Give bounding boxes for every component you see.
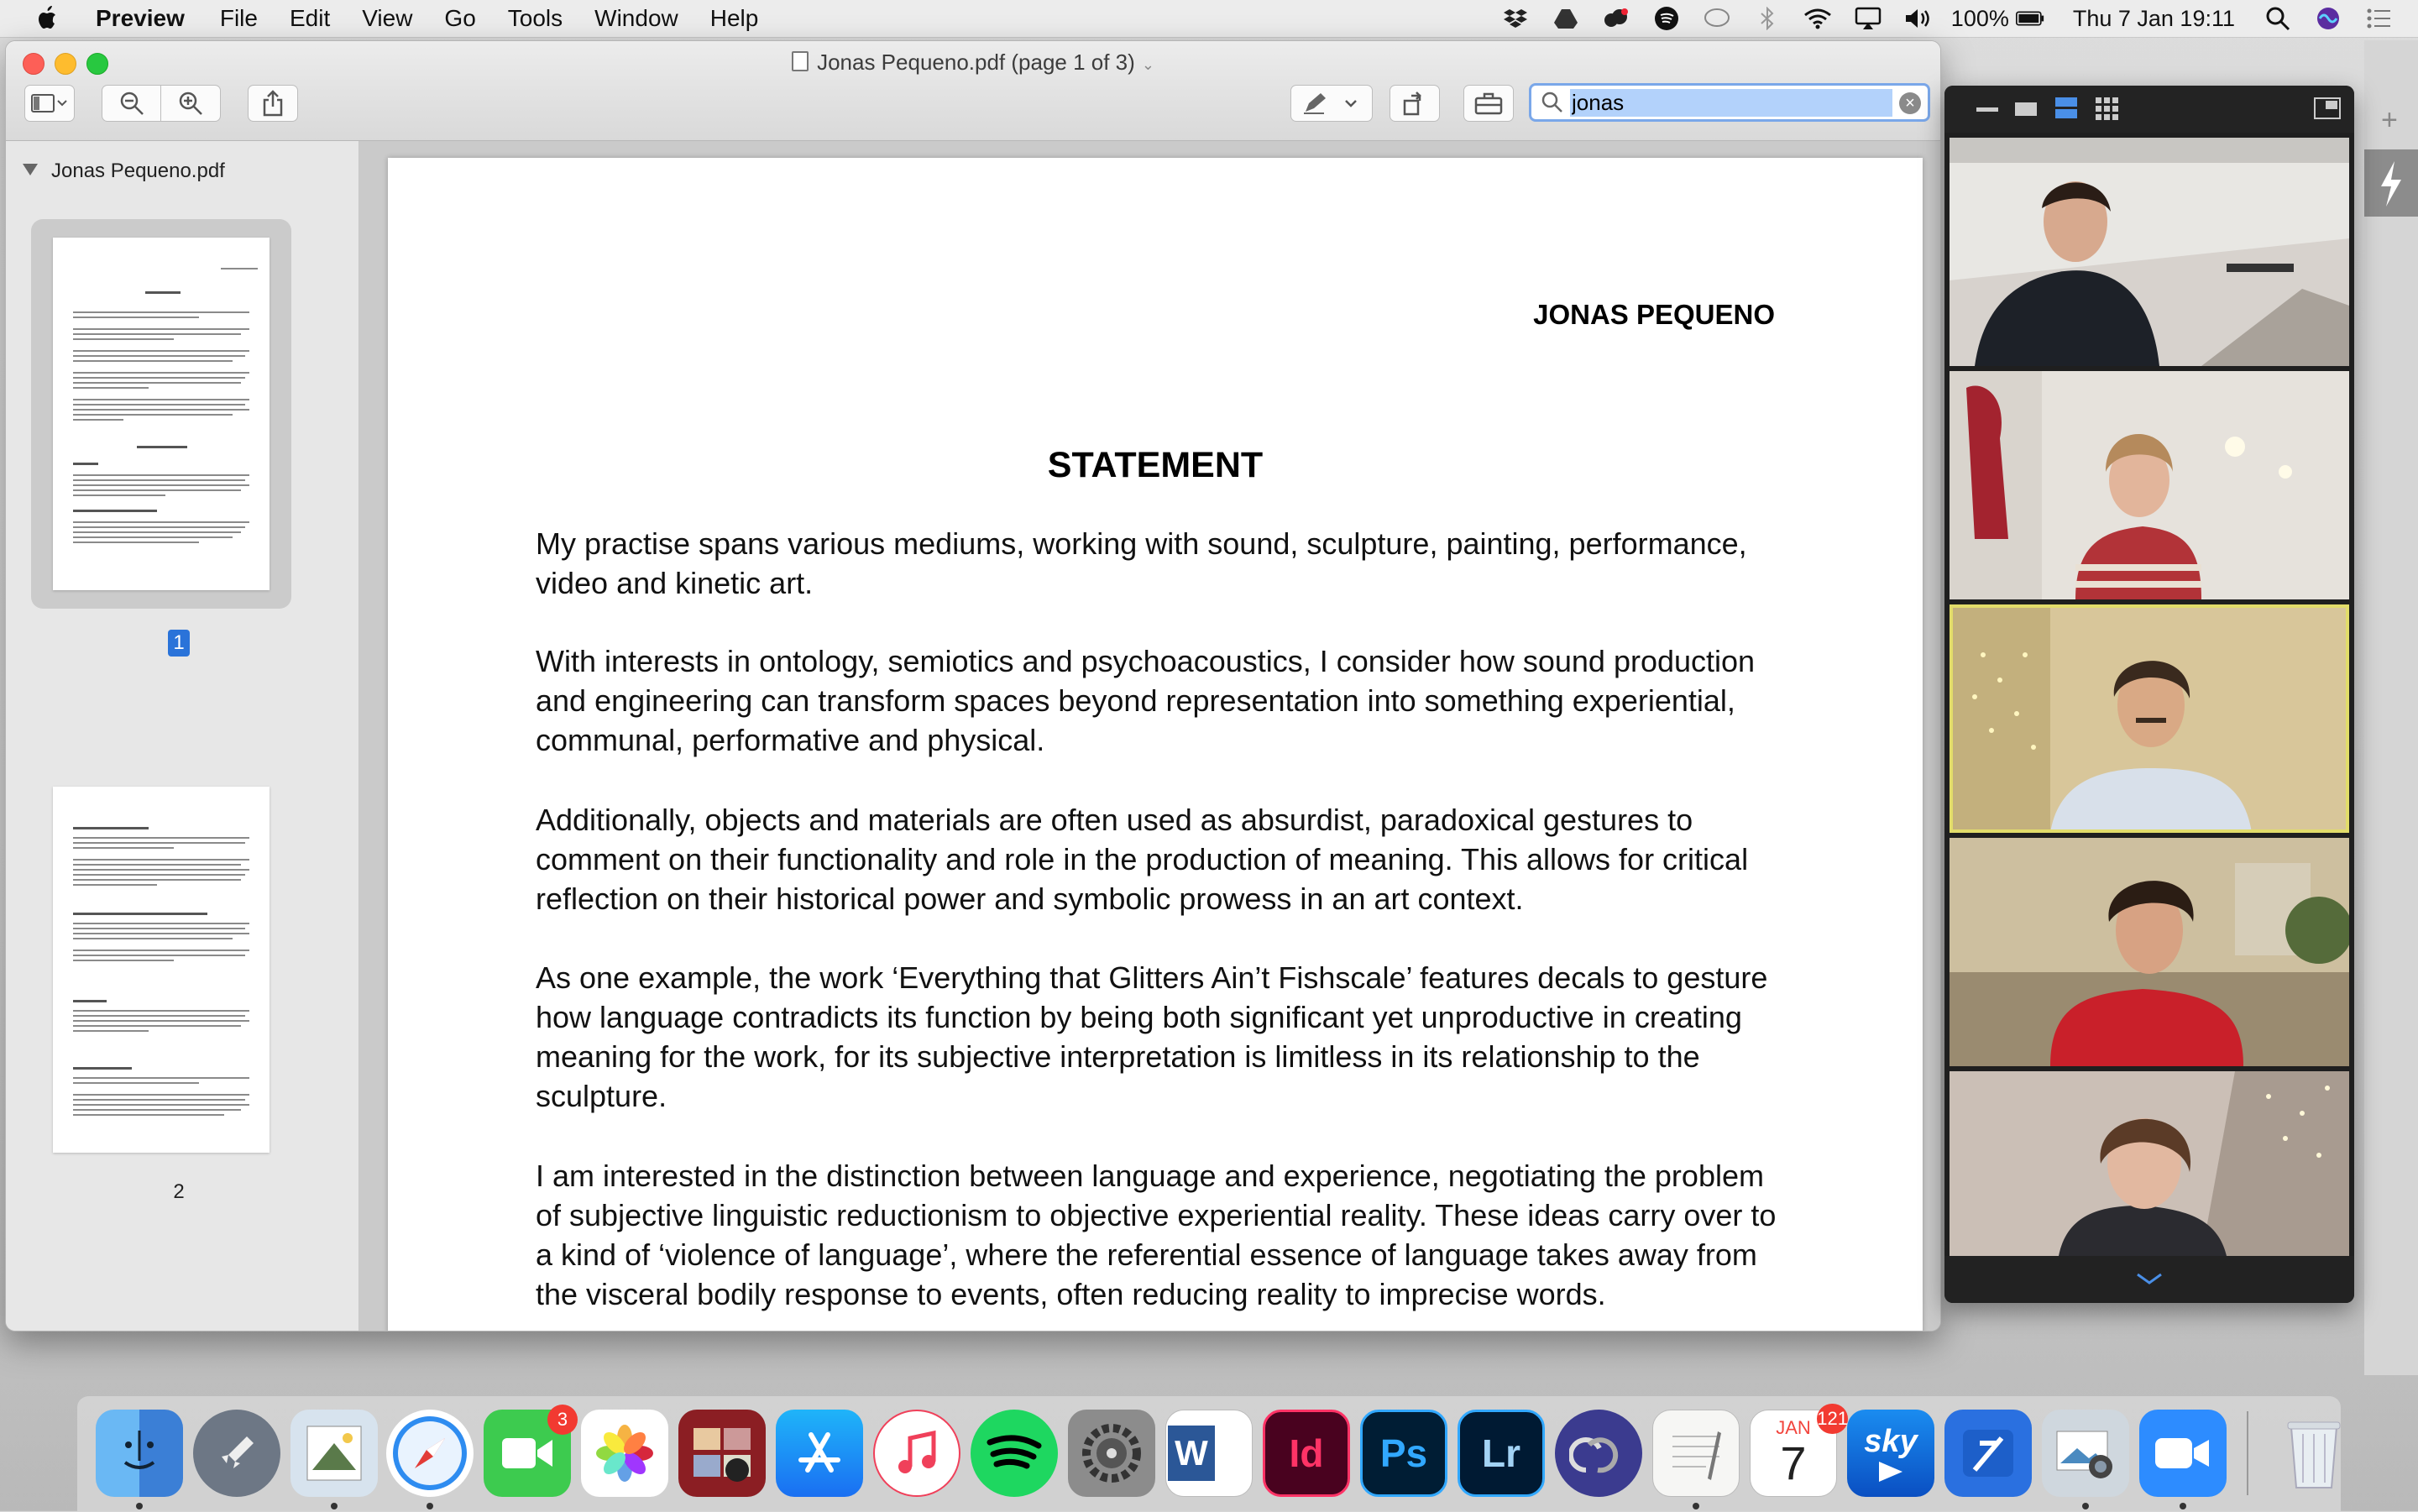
video-tile-participant[interactable] (1950, 371, 2349, 599)
add-tab-icon[interactable]: + (2381, 104, 2398, 136)
creative-cloud-app-icon[interactable] (1555, 1410, 1642, 1497)
running-indicator (427, 1503, 433, 1509)
finder-icon[interactable] (96, 1410, 183, 1497)
zoom-out-button[interactable] (102, 85, 162, 122)
dropbox-icon[interactable] (1501, 6, 1530, 31)
preview-app-icon[interactable] (290, 1410, 378, 1497)
minimize-video-icon[interactable] (1976, 107, 1998, 112)
search-field[interactable] (1529, 83, 1930, 122)
share-button[interactable] (248, 85, 298, 122)
spotlight-search-icon[interactable] (2264, 6, 2292, 31)
menu-view[interactable]: View (362, 5, 413, 31)
textedit-icon[interactable] (1652, 1410, 1740, 1497)
running-indicator (331, 1503, 338, 1509)
running-indicator (2082, 1503, 2089, 1509)
thumbnail-frame-page-1[interactable] (31, 219, 291, 609)
sidebar-document-name: Jonas Pequeno.pdf (51, 160, 225, 182)
sky-go-icon[interactable] (1847, 1410, 1934, 1497)
video-panel-footer (1944, 1256, 2354, 1303)
lightroom-letters: Lr (1482, 1431, 1520, 1475)
document-heading: STATEMENT (1047, 445, 1264, 485)
statement-paragraph: Additionally, objects and materials are often used as absurdist, paradoxical gestures to comment on their functionality and role in the production of meaning. This allows for critical reflection on their historical power and symbolic prowess in an art context. (536, 803, 1749, 916)
zoom-app-icon[interactable] (2139, 1410, 2227, 1497)
lightroom-icon[interactable] (1458, 1410, 1545, 1497)
running-indicator (2180, 1503, 2186, 1509)
exit-fullscreen-icon[interactable] (2314, 97, 2341, 119)
facetime-icon[interactable] (484, 1410, 571, 1497)
menu-clock[interactable]: Thu 7 Jan 19:11 (2072, 5, 2235, 31)
statement-paragraph: My practise spans various mediums, working with sound, sculpture, painting, performance, video and kinetic art. (536, 526, 1747, 600)
apple-icon[interactable] (34, 4, 62, 33)
video-call-panel (1944, 86, 2354, 1303)
safari-icon[interactable] (386, 1410, 474, 1497)
menu-go[interactable]: Go (444, 5, 476, 31)
calendar-icon[interactable] (1750, 1408, 1848, 1497)
search-input[interactable] (1570, 89, 1892, 117)
menu-file[interactable]: File (219, 5, 258, 31)
thumbnail-page-1[interactable] (53, 238, 270, 590)
clear-search-icon[interactable]: × (1899, 92, 1921, 114)
document-author: JONAS PEQUENO (1533, 299, 1775, 330)
photos-icon[interactable] (581, 1410, 668, 1497)
search-icon (1540, 90, 1565, 115)
preview-window (5, 40, 1941, 1332)
speaker-view-icon[interactable] (2055, 97, 2077, 121)
window-titlebar (6, 41, 1940, 141)
facetime-badge: 3 (547, 1405, 578, 1435)
rotate-button[interactable] (1390, 85, 1440, 122)
trash-icon[interactable] (2270, 1410, 2358, 1497)
video-tile-participant[interactable] (1950, 838, 2349, 1066)
sidebar-document-header[interactable] (23, 160, 225, 183)
menu-help[interactable]: Help (709, 5, 759, 31)
pdf-document-icon (792, 51, 809, 71)
video-tile-participant[interactable] (1950, 1071, 2349, 1256)
pen-icon (1302, 92, 1361, 115)
menu-window[interactable]: Window (594, 5, 678, 31)
system-preferences-icon[interactable] (1068, 1410, 1155, 1497)
word-letter: W (1175, 1433, 1208, 1473)
battery-icon[interactable] (2016, 6, 2044, 31)
photoshop-letters: Ps (1379, 1431, 1428, 1475)
disclosure-triangle-icon[interactable] (23, 164, 38, 175)
bluetooth-icon[interactable] (1753, 6, 1782, 31)
messages-status-icon[interactable] (1703, 6, 1731, 31)
gallery-view-icon[interactable] (2096, 97, 2119, 121)
share-icon (262, 90, 284, 117)
rotate-icon (1401, 91, 1428, 116)
dock-separator (2247, 1411, 2248, 1495)
statement-paragraph: With interests in ontology, semiotics and psychoacoustics, I consider how sound production and engineering can transform spaces beyond representation into something experiential, communal, performative and physical. (536, 644, 1756, 757)
calendar-badge: 121 (1817, 1404, 1848, 1434)
volume-icon[interactable] (1904, 6, 1933, 31)
pdf-page[interactable] (388, 158, 1923, 1331)
running-indicator (1693, 1503, 1699, 1509)
calendar-month: JAN (1776, 1417, 1811, 1438)
video-tile-active-speaker[interactable] (1950, 604, 2349, 833)
calendar-day: 7 (1780, 1436, 1807, 1489)
music-icon[interactable] (873, 1410, 960, 1497)
google-drive-icon[interactable] (1552, 6, 1580, 31)
running-indicator (136, 1503, 143, 1509)
wifi-icon[interactable] (1803, 6, 1832, 31)
sidebar-icon (31, 93, 68, 113)
menu-app-name[interactable]: Preview (96, 5, 185, 31)
thumbnail-page-2[interactable] (53, 787, 270, 1153)
page-number-1[interactable]: 1 (168, 630, 190, 657)
creative-cloud-icon[interactable] (1602, 6, 1630, 31)
zoom-in-button[interactable] (160, 85, 221, 122)
zoom-out-icon (119, 91, 144, 116)
window-title: Jonas Pequeno.pdf (page 1 of 3) (817, 50, 1135, 75)
image-capture-icon[interactable] (2042, 1410, 2129, 1497)
indesign-letters: Id (1289, 1431, 1324, 1475)
menu-tools[interactable]: Tools (507, 5, 563, 31)
sky-label: sky (1864, 1423, 1918, 1459)
photoshop-icon[interactable] (1360, 1410, 1447, 1497)
sidebar-toggle-button[interactable] (24, 85, 75, 122)
lightning-icon[interactable] (2364, 149, 2418, 217)
spotify-icon[interactable] (971, 1410, 1058, 1497)
airplay-icon[interactable] (1854, 6, 1882, 31)
indesign-icon[interactable] (1263, 1410, 1350, 1497)
thumbnail-sidebar (6, 141, 359, 1331)
statement-paragraph: As one example, the work ‘Everything that Glitters Ain’t Fishscale’ features decals to gesture how language contradicts its function by being both significant yet unproductive in creating meaning for the work, for its subjective interpretation is limitless in its relationship to the sculpture. (536, 960, 1768, 1113)
window-title-area[interactable] (6, 50, 1940, 76)
markup-pen-button[interactable] (1290, 85, 1373, 122)
xcode-icon[interactable] (1944, 1410, 2032, 1497)
statement-paragraph: I am interested in the distinction between language and experience, negotiating the problem of subjective linguistic reductionism to objective experiential reality. These ideas carry over to a kind of ‘violence of language’, where the referential essence of language takes away from the visceral bodily response to events, often reducing reality to imprecise words. (536, 1159, 1777, 1311)
battery-percent: 100% (1950, 5, 2009, 31)
microsoft-word-icon[interactable] (1165, 1410, 1253, 1497)
video-panel-toolbar (1944, 86, 2354, 133)
chevron-down-icon[interactable] (2134, 1271, 2164, 1286)
menu-bar (0, 0, 2418, 38)
document-view[interactable] (359, 141, 1940, 1331)
photo-booth-icon[interactable] (678, 1410, 766, 1497)
status-area (1479, 0, 2393, 37)
toolbox-button[interactable] (1463, 85, 1514, 122)
launchpad-icon[interactable] (193, 1410, 280, 1497)
hide-video-icon[interactable] (2015, 102, 2037, 116)
toolbox-icon (1474, 92, 1503, 115)
dock (77, 1395, 2341, 1512)
page-number-2[interactable]: 2 (173, 1180, 185, 1203)
menu-edit[interactable]: Edit (289, 5, 331, 31)
notification-center-icon[interactable] (2364, 6, 2393, 31)
app-store-icon[interactable] (776, 1410, 863, 1497)
video-tile-participant[interactable] (1950, 138, 2349, 366)
siri-icon[interactable] (2314, 6, 2342, 31)
title-chevron-down-icon[interactable]: ⌄ (1141, 56, 1154, 73)
background-window-edge (2364, 40, 2418, 1375)
spotify-status-icon[interactable] (1652, 6, 1681, 31)
zoom-in-icon (178, 91, 203, 116)
word-logo-tile (1168, 1426, 1215, 1481)
